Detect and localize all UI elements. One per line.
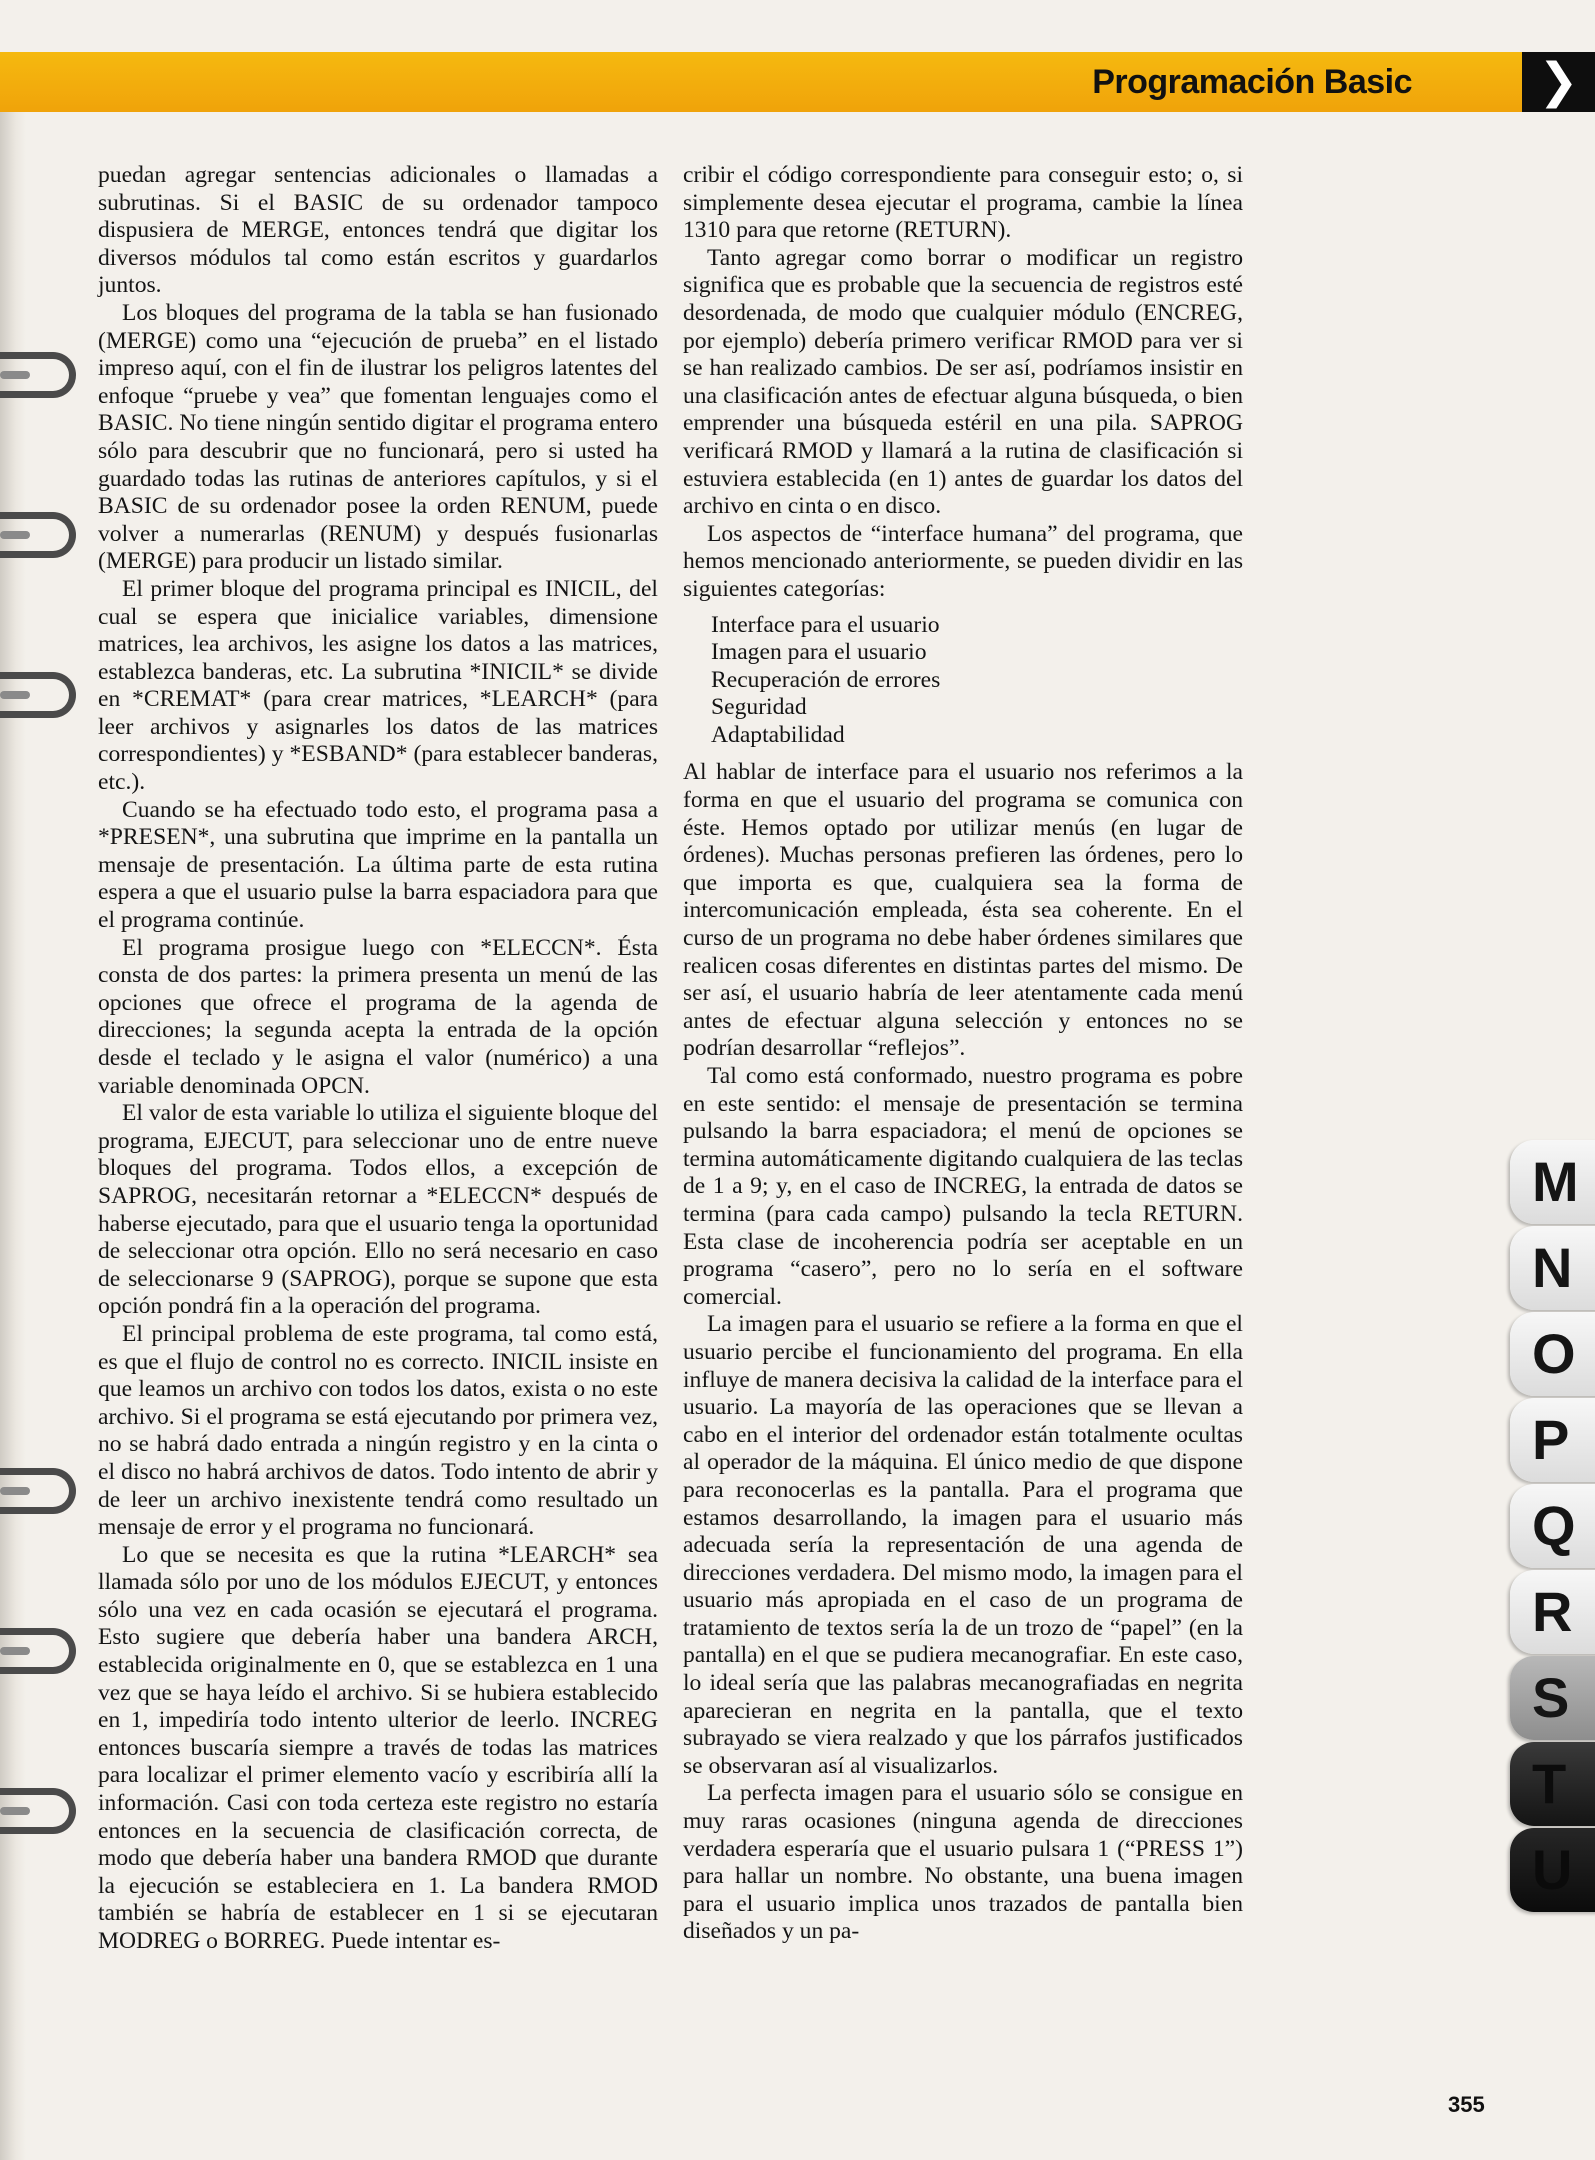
binder-ring-icon xyxy=(0,1628,76,1674)
list-item: Imagen para el usuario xyxy=(711,639,927,666)
paragraph: Los aspectos de “interface humana” del programa, que hemos mencionado anteriormente, se pueden dividir en las siguientes categorías: xyxy=(683,520,1243,602)
right-text-column xyxy=(683,162,1243,1946)
index-tab-n[interactable]: N xyxy=(1510,1226,1595,1310)
binder-ring-icon xyxy=(0,352,76,398)
next-arrow-icon: ❯ xyxy=(1522,52,1595,112)
index-tab-o[interactable]: O xyxy=(1510,1312,1595,1396)
binder-ring-icon xyxy=(0,1468,76,1514)
index-tab-m[interactable]: M xyxy=(1510,1140,1595,1224)
index-tab-u[interactable]: U xyxy=(1510,1828,1595,1912)
paragraph: Tanto agregar como borrar o modificar un registro significa que es probable que la secuencia de registros esté desordenada, de modo que cualquier módulo (ENCREG, por ejemplo) debería primero verificar RMOD para ver si se han realizado cambios. De ser así, podríamos insistir en una clasificación antes de efectuar alguna búsqueda, o bien emprender una búsqueda estéril en una pila. SAPROG verificará RMOD y llamará a la rutina de clasificación si estuviera establecida (en 1) antes de guardar los datos del archivo en cinta o en disco. xyxy=(683,244,1243,520)
paragraph: Lo que se necesita es que la rutina *LEARCH* sea llamada sólo por uno de los módulos EJECUT, y entonces sólo una vez en cada ocasión se ejecutará el programa. Esto sugiere que debería haber una bandera ARCH, establecida originalmente en 0, que se establezca en 1 una vez que se haya leído el archivo. Si se hubiera establecido en 1, impediría todo intento ulterior de leerlo. INCREG entonces buscaría siempre a través de todas las matrices para localizar el primer elemento vacío y escribiría allí la información. Casi con toda certeza este registro no estaría entonces en la secuencia de clasificación correcta, de modo que debería haber una bandera RMOD que durante la ejecución se estableciera en 1. La bandera RMOD también se habría de establecer en 1 si se ejecutaran MODREG o BORREG. Puede intentar es- xyxy=(98,1541,658,1954)
binder-ring-icon xyxy=(0,672,76,718)
paragraph: El programa prosigue luego con *ELECCN*. Ésta consta de dos partes: la primera presenta un menú de las opciones que ofrece el programa de la agenda de direcciones; la segunda acepta la entrada de la opción desde el teclado y le asigna el valor (numérico) a una variable denominada OPCN. xyxy=(98,934,658,1099)
binder-ring-icon xyxy=(0,512,76,558)
index-tab-s[interactable]: S xyxy=(1510,1656,1595,1740)
page-number: 355 xyxy=(1448,2092,1485,2117)
binder-ring-icon xyxy=(0,1788,76,1834)
index-tab-t[interactable]: T xyxy=(1510,1742,1595,1826)
paragraph: El primer bloque del programa principal es INICIL, del cual se espera que inicialice variables, dimensione matrices, lea archivos, les asigne los datos a las matrices, establezca banderas, etc. La subrutina *INICIL* se divide en *CREMAT* (para crear matrices, *LEARCH* (para leer archivos y asignarles los datos de las matrices correspondientes) y *ESBAND* (para establecer banderas, etc.). xyxy=(98,575,658,796)
paragraph: La imagen para el usuario se refiere a la forma en que el usuario percibe el funcionamiento del programa. En ella influye de manera decisiva la calidad de la interface para el usuario. La mayoría de las operaciones que se llevan a cabo en el interior del ordenador están totalmente ocultas al operador de la máquina. El único medio de que dispone para reconocerlas es la pantalla. Para el programa que estamos desarrollando, la imagen para el usuario más adecuada sería la representación de una agenda de direcciones verdadera. Del mismo modo, la imagen para el usuario más apropiada en el caso de un programa de tratamiento de textos sería la de un trozo de “papel” (en la pantalla) en el que se pudiera mecanografiar. En este caso, lo ideal sería que las palabras mecanografiadas en negrita aparecieran en negrita en la pantalla, que el texto subrayado se viera realzado y que los párrafos justificados se observaran así al visualizarlos. xyxy=(683,1311,1243,1779)
paragraph: puedan agregar sentencias adicionales o llamadas a subrutinas. Si el BASIC de su ordenador tampoco dispusiera de MERGE, entonces tendrá que digitar los diversos módulos tal como están escritos y guardarlos juntos. xyxy=(98,162,658,299)
left-text-column xyxy=(98,162,658,1956)
section-header-bar xyxy=(0,52,1522,112)
category-list xyxy=(711,612,1243,750)
paragraph: Cuando se ha efectuado todo esto, el programa pasa a *PRESEN*, una subrutina que imprime en la pantalla un mensaje de presentación. La última parte de esta rutina espera a que el usuario pulse la barra espaciadora para que el programa continúe. xyxy=(98,796,658,934)
list-item: Recuperación de errores xyxy=(711,666,941,693)
list-item: Interface para el usuario xyxy=(711,611,940,638)
section-title: Programación Basic xyxy=(1092,63,1412,101)
paragraph: El valor de esta variable lo utiliza el siguiente bloque del programa, EJECUT, para seleccionar uno de entre nueve bloques del programa. Todos ellos, a excepción de SAPROG, necesitarán retornar a *ELECCN* después de haberse ejecutado, para que el usuario tenga la oportunidad de seleccionar otra opción. Ello no será necesario en caso de seleccionarse 9 (SAPROG), porque se supone que esta opción pondrá fin a la operación del programa. xyxy=(98,1100,658,1320)
paragraph: Al hablar de interface para el usuario nos referimos a la forma en que el usuario del programa se comunica con éste. Hemos optado por utilizar menús (en lugar de órdenes). Muchas personas prefieren las órdenes, pero lo que importa es que, cualquiera sea la forma de intercomunicación empleada, ésta sea coherente. En el curso de un programa no debe haber órdenes similares que realicen cosas diferentes en distintas partes del mismo. De ser así, el usuario habría de leer atentamente cada menú antes de efectuar alguna selección y entonces no se podrían desarrollar “reflejos”. xyxy=(683,759,1243,1062)
index-tab-p[interactable]: P xyxy=(1510,1398,1595,1482)
paragraph: La perfecta imagen para el usuario sólo se consigue en muy raras ocasiones (ninguna agenda de direcciones verdadera esperaría que el usuario pulsara 1 (“PRESS 1”) para hallar un nombre. No obstante, una buena imagen para el usuario implica unos trazados de pantalla bien diseñados y un pa- xyxy=(683,1780,1243,1945)
list-item: Adaptabilidad xyxy=(711,721,845,748)
list-item: Seguridad xyxy=(711,694,807,721)
binder-edge xyxy=(0,110,26,2160)
paragraph: El principal problema de este programa, tal como está, es que el flujo de control no es correcto. INICIL insiste en que leamos un archivo con todos los datos, exista o no este archivo. Si el programa se está ejecutando por primera vez, no se habrá dado entrada a ningún registro y en la cinta o el disco no habrá archivos de datos. Todo intento de abrir y de leer un archivo inexistente tendrá como resultado un mensaje de error y el programa no funcionará. xyxy=(98,1320,658,1541)
index-tab-r[interactable]: R xyxy=(1510,1570,1595,1654)
index-tab-q[interactable]: Q xyxy=(1510,1484,1595,1568)
paragraph: cribir el código correspondiente para conseguir esto; o, si simplemente desea ejecutar el programa, cambie la línea 1310 para que retorne (RETURN). xyxy=(683,162,1243,244)
paragraph: Tal como está conformado, nuestro programa es pobre en este sentido: el mensaje de presentación se termina pulsando la barra espaciadora; el menú de opciones se termina automáticamente digitando cualquiera de las teclas de 1 a 9; y, en el caso de INCREG, la entrada de datos se termina (para cada campo) pulsando la tecla RETURN. Esta clase de incoherencia podría ser aceptable en un programa “casero”, pero no lo sería en el software comercial. xyxy=(683,1063,1243,1310)
paragraph: Los bloques del programa de la tabla se han fusionado (MERGE) como una “ejecución de prueba” en el listado impreso aquí, con el fin de ilustrar los peligros latentes del enfoque “pruebe y vea” que fomentan lenguajes como el BASIC. No tiene ningún sentido digitar el programa entero sólo para descubrir que no funcionará, pero si usted ha guardado todas las rutinas de anteriores capítulos, y si el BASIC de su ordenador posee la orden RENUM, puede volver a numerarlas (RENUM) y después fusionarlas (MERGE) para producir un listado similar. xyxy=(98,299,658,575)
